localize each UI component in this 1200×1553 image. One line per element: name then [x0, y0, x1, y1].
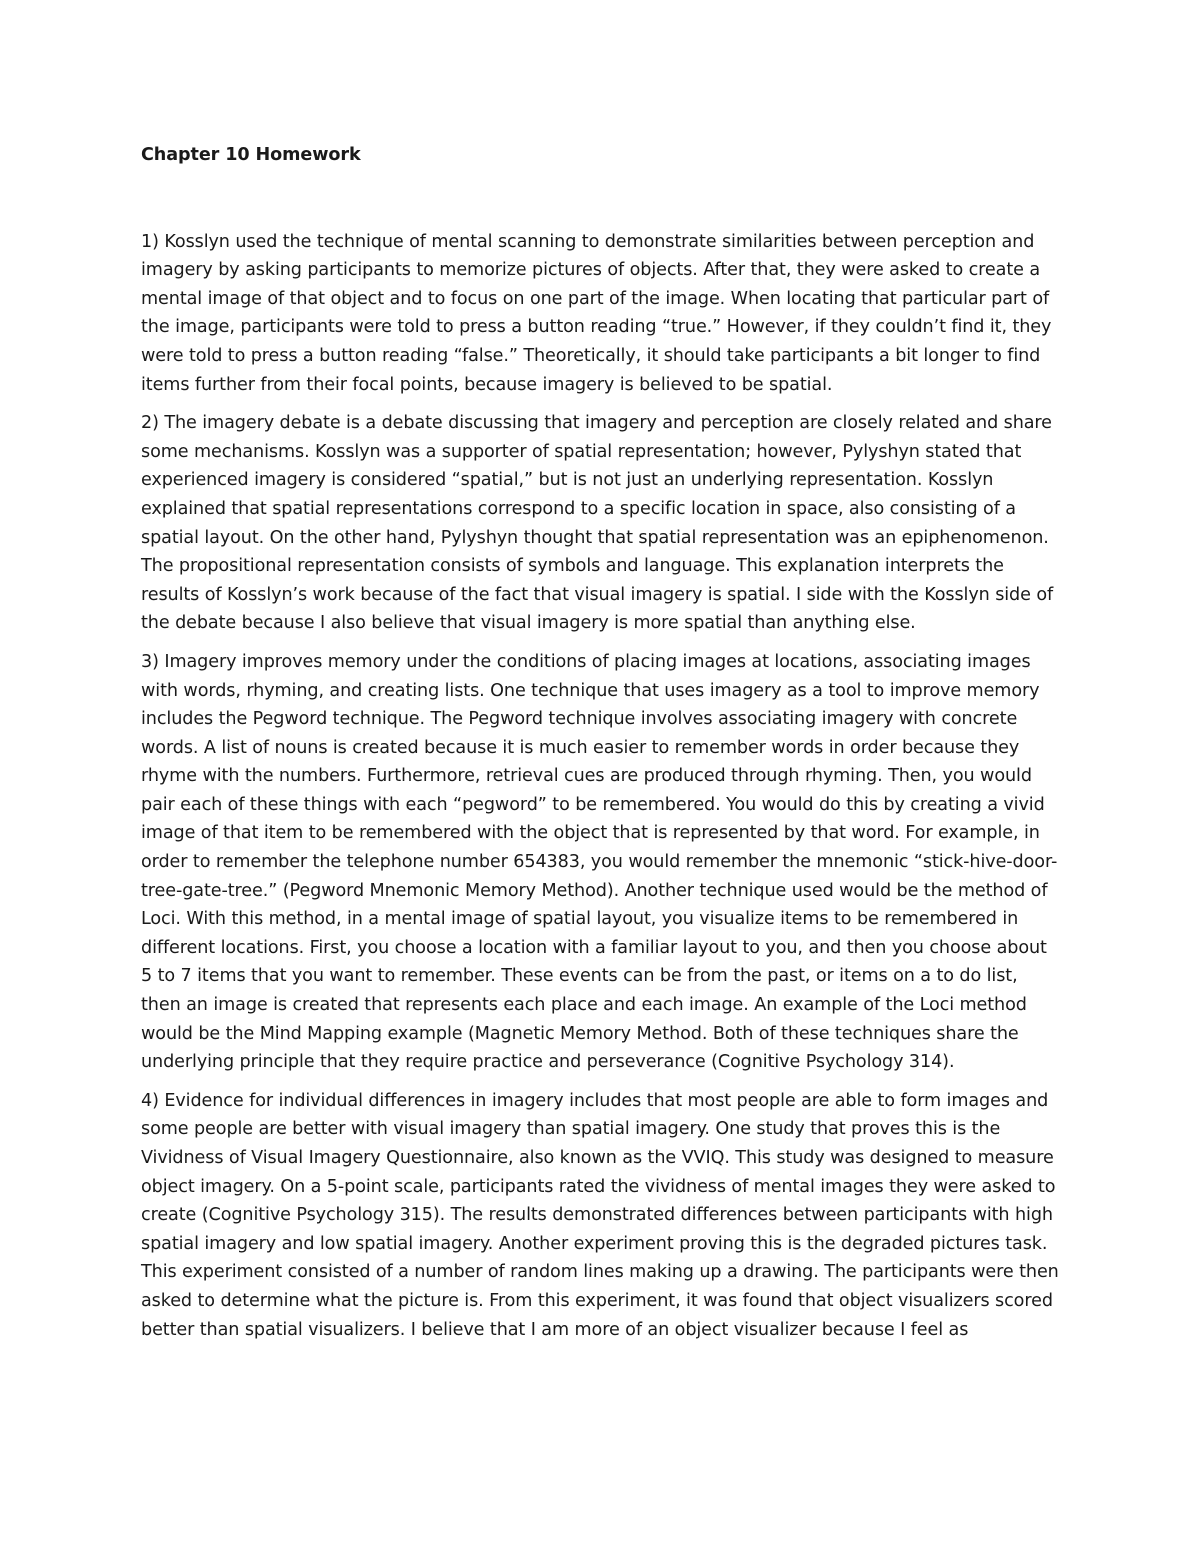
answer-paragraph-1: 1) Kosslyn used the technique of mental scanning to demonstrate similarities between perception and imagery by asking participants to memorize pictures of objects. After that, they were asked to create a mental image of that object and to focus on one part of the image. When locating that particular part of the image, participants were told to press a button reading “true.” However, if they couldn’t find it, they were told to press a button reading “false.” Theoretically, it should take participants a bit longer to find items further from their focal points, because imagery is believed to be spatial.: [141, 231, 1052, 395]
answer-paragraph-3: 3) Imagery improves memory under the conditions of placing images at locations, associating images with words, rhyming, and creating lists. One technique that uses imagery as a tool to improve memory includes the Pegword technique. The Pegword technique involves associating imagery with concrete words. A list of nouns is created because it is much easier to remember words in order because they rhyme with the numbers. Furthermore, retrieval cues are produced through rhyming. Then, you would pair each of these things with each “pegword” to be remembered. You would do this by creating a vivid image of that item to be remembered with the object that is represented by that word. For example, in order to remember the telephone number 654383, you would remember the mnemonic “stick-hive-door-tree-gate-tree.” (Pegword Mnemonic Memory Method). Another technique used would be the method of Loci. With this method, in a mental image of spatial layout, you visualize items to be remembered in different locations. First, you choose a location with a familiar layout to you, and then you choose about 5 to 7 items that you want to remember. These events can be from the past, or items on a to do list, then an image is created that represents each place and each image. An example of the Loci method would be the Mind Mapping example (Magnetic Memory Method. Both of these techniques share the underlying principle that they require practice and perseverance (Cognitive Psychology 314).: [141, 651, 1058, 1073]
answer-paragraph-2: 2) The imagery debate is a debate discussing that imagery and perception are closely related and share some mechanisms. Kosslyn was a supporter of spatial representation; however, Pylyshyn stated that experienced imagery is considered “spatial,” but is not just an underlying representation. Kosslyn explained that spatial representations correspond to a specific location in space, also consisting of a spatial layout. On the other hand, Pylyshyn thought that spatial representation was an epiphenomenon. The propositional representation consists of symbols and language. This explanation interprets the results of Kosslyn’s work because of the fact that visual imagery is spatial. I side with the Kosslyn side of the debate because I also believe that visual imagery is more spatial than anything else.: [141, 413, 1054, 634]
answer-paragraph-4: 4) Evidence for individual differences in imagery includes that most people are able to form images and some people are better with visual imagery than spatial imagery. One study that proves this is the Vividness of Visual Imagery Questionnaire, also known as the VVIQ. This study was designed to measure object imagery. On a 5-point scale, participants rated the vividness of mental images they were asked to create (Cognitive Psychology 315). The results demonstrated differences between participants with high spatial imagery and low spatial imagery. Another experiment proving this is the degraded pictures task. This experiment consisted of a number of random lines making up a drawing. The participants were then asked to determine what the picture is. From this experiment, it was found that object visualizers scored better than spatial visualizers. I believe that I am more of an object visualizer because I feel as: [141, 1090, 1059, 1340]
document-title: Chapter 10 Homework: [141, 145, 361, 165]
document-body: [141, 141, 1061, 1354]
